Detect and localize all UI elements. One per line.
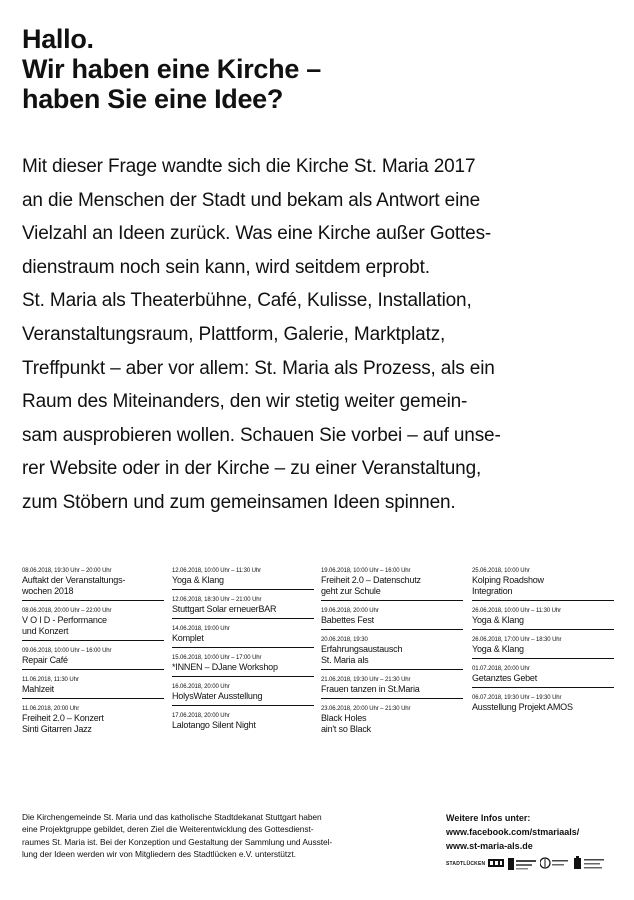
intro-line: rer Website oder in der Kirche – zu einer Veranstaltung, [22,458,482,480]
footer-line: Die Kirchengemeinde St. Maria und das katholische Stadtdekanat Stuttgart haben [22,812,322,822]
intro-line: St. Maria als Theaterbühne, Café, Kulisse, Installation, [22,290,472,312]
event-item [172,683,314,706]
event-title: Babettes Fest [321,615,374,625]
intro-line: dienstraum noch sein kann, wird seitdem erprobt. [22,256,430,278]
event-title: HolysWater Ausstellung [172,691,263,701]
event-item [472,567,614,601]
event-item [321,607,463,630]
event-title: Lalotango Silent Night [172,720,256,730]
event-item [22,676,164,699]
event-date: 15.06.2018, 10:00 Uhr – 17:00 Uhr [172,655,262,661]
event-title: *INNEN – DJane Workshop [172,662,278,672]
event-item [22,705,164,738]
event-title: Kolping Roadshow [472,575,544,585]
footer-links [446,811,626,853]
event-title: Stuttgart Solar erneuerBAR [172,604,277,614]
more-info-label: Weitere Infos unter: [446,813,531,823]
event-item [172,625,314,648]
headline [22,24,612,114]
event-item [472,694,614,716]
footer-line: raumes St. Maria ist. Bei der Konzeption und Gestaltung der Sammlung und Ausstel- [22,836,333,847]
event-date: 26.06.2018, 17:00 Uhr – 18:30 Uhr [472,637,562,643]
intro-line: Treffpunkt – aber vor allem: St. Maria als Prozess, als ein [22,357,495,379]
facebook-link[interactable]: www.facebook.com/stmariaals/ [446,827,580,837]
event-item [172,712,314,734]
event-date: 14.06.2018, 19:00 Uhr [172,626,230,632]
event-title: Auftakt der Veranstaltungs- [22,575,126,585]
event-date: 20.06.2018, 19:30 [321,637,368,643]
event-date: 25.06.2018, 10:00 Uhr [472,568,530,574]
event-title: Frauen tanzen in St.Maria [321,684,420,694]
event-date: 11.06.2018, 20:00 Uhr [22,706,80,712]
event-title: Freiheit 2.0 – Konzert [22,713,104,723]
footer-description [22,811,442,860]
headline-line: Wir haben eine Kirche – [22,54,321,84]
event-title: Mahlzeit [22,684,54,694]
event-item [22,607,164,641]
event-date: 06.07.2018, 19:30 Uhr – 19:30 Uhr [472,695,562,701]
event-date: 19.06.2018, 10:00 Uhr – 16:00 Uhr [321,568,411,574]
sponsor-logos [446,856,616,876]
event-item [321,705,463,738]
event-date: 08.06.2018, 19:30 Uhr – 20:00 Uhr [22,568,112,574]
event-date: 17.06.2018, 20:00 Uhr [172,713,230,719]
event-date: 23.06.2018, 20:00 Uhr – 21:30 Uhr [321,706,411,712]
event-item [172,567,314,590]
intro-line: Vielzahl an Ideen zurück. Was eine Kirche außer Gottes- [22,223,492,245]
event-date: 21.06.2018, 19:30 Uhr – 21:30 Uhr [321,677,411,683]
event-date: 12.06.2018, 18:30 Uhr – 21:00 Uhr [172,597,262,603]
events-column-2 [172,567,314,740]
church-logo-icon [488,858,504,868]
event-item [172,596,314,619]
event-title-line2: St. Maria als [321,655,369,665]
event-item [321,567,463,601]
intro-line: Raum des Miteinanders, den wir stetig weiter gemein- [22,391,468,413]
event-title: V O I D - Performance [22,615,107,625]
event-date: 16.06.2018, 20:00 Uhr [172,684,230,690]
stadtluecken-logo: STADTLÜCKEN [446,861,486,867]
event-item [321,676,463,699]
event-title: Komplet [172,633,204,643]
event-title-line2: wochen 2018 [22,586,74,596]
event-title: Repair Café [22,655,68,665]
event-date: 26.06.2018, 10:00 Uhr – 11:30 Uhr [472,608,561,614]
footer-line: lung der Ideen werden wir von Mitgliedern des Stadtlücken e.V. unterstützt. [22,848,296,859]
event-title: Erfahrungsaustausch [321,644,403,654]
intro-line: zum Stöbern und zum gemeinsamen Ideen spinnen. [22,491,456,513]
website-link[interactable]: www.st-maria-als.de [446,841,533,851]
intro-line: Mit dieser Frage wandte sich die Kirche St. Maria 2017 [22,156,476,177]
intro-line: sam ausprobieren wollen. Schauen Sie vorbei – auf unse- [22,424,501,446]
event-item [22,647,164,670]
event-item [321,636,463,670]
events-column-3 [321,567,463,744]
event-date: 08.06.2018, 20:00 Uhr – 22:00 Uhr [22,608,112,614]
event-title: Freiheit 2.0 – Datenschutz [321,575,421,585]
intro-line: Veranstaltungsraum, Plattform, Galerie, Marktplatz, [22,323,446,345]
event-title-line2: Sinti Gitarren Jazz [22,724,92,734]
intro-text [22,150,622,520]
event-title-line2: und Konzert [22,626,69,636]
event-date: 01.07.2018, 20:00 Uhr [472,666,530,672]
event-title: Yoga & Klang [472,615,524,625]
event-item [472,636,614,659]
stadtdekanat-logo-icon [574,856,606,870]
headline-line: haben Sie eine Idee? [22,84,284,114]
event-title: Ausstellung Projekt AMOS [472,702,573,712]
event-date: 12.06.2018, 10:00 Uhr – 11:30 Uhr [172,568,261,574]
event-title: Black Holes [321,713,367,723]
event-title: Getanztes Gebet [472,673,538,683]
event-item [22,567,164,601]
intro-line: an die Menschen der Stadt und bekam als Antwort eine [22,189,480,211]
event-title-line2: Integration [472,586,513,596]
event-title: Yoga & Klang [472,644,524,654]
event-date: 09.06.2018, 10:00 Uhr – 16:00 Uhr [22,648,112,654]
event-date: 19.06.2018, 20:00 Uhr [321,608,379,614]
headline-line: Hallo. [22,24,94,54]
dekanat-logo-icon [540,856,568,870]
event-title-line2: ain't so Black [321,724,371,734]
event-item [172,654,314,677]
event-title: Yoga & Klang [172,575,224,585]
event-item [472,607,614,630]
events-column-1 [22,567,164,744]
event-item [472,665,614,688]
event-title-line2: geht zur Schule [321,586,381,596]
events-column-4 [472,567,614,722]
diocese-logo-icon [508,858,536,870]
event-date: 11.06.2018, 11:30 Uhr [22,677,79,683]
footer-line: eine Projektgruppe gebildet, deren Ziel die Weiterentwicklung des Gottesdienst- [22,824,314,835]
